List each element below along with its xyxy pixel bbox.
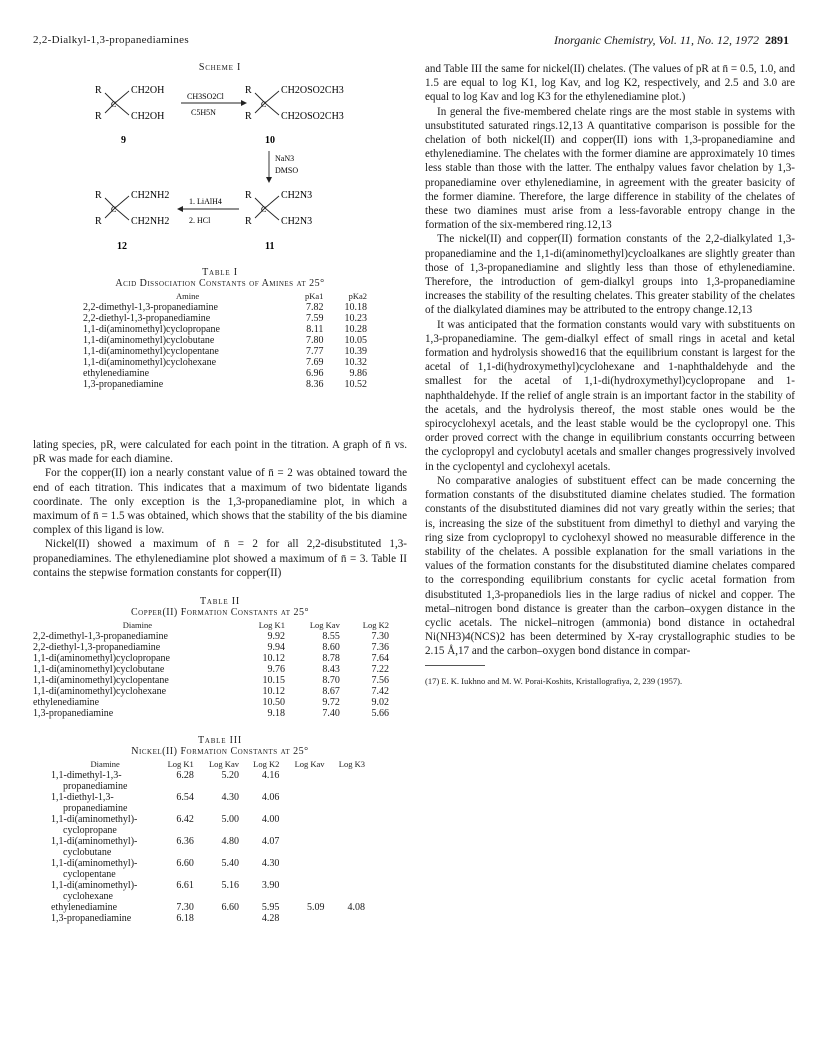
- table-cell-value: [285, 781, 330, 792]
- table-cell-value: 4.28: [261, 913, 280, 925]
- paragraph: The nickel(II) and copper(II) formation constants of the 2,2-dialkylated 1,3-propanediamine and the 1,1-di(aminomethyl)cycloalkanes are slightly greater than those of 1,3-propanediamine and slightly less than those of ethylenediamine. Therefore, the introduction of gem-dialkyl groups into 1,3-propanediamine increases the stability of the resulting chelates. This greater stability of the chelates of the dialkylated diamines may be attributed to the entropy change.12,13: [425, 233, 795, 317]
- scheme-10-bot: CH2OSO2CH3: [281, 111, 344, 122]
- table-cell-value: [159, 825, 199, 836]
- table-cell-value: [159, 847, 199, 858]
- table-cell-name: cyclohexane: [63, 891, 113, 903]
- table-cell-name: 1,1-di(aminomethyl)cyclopropane: [33, 653, 170, 665]
- table-cell-value: 6.18: [176, 913, 194, 925]
- paragraph: Nickel(II) showed a maximum of n̄ = 2 for all 2,2-disubstituted 1,3-propanediamines. The ethylenediamine plot showed a maximum of n̄ = 3. Table II contains the stepwise formation constants for copper(II): [33, 538, 407, 579]
- table-cell-value: 5.09: [307, 902, 325, 914]
- table-cell-name: ethylenediamine: [33, 697, 100, 709]
- table-cell-name: 1,1-dimethyl-1,3-: [51, 770, 122, 782]
- table-cell-value: 7.42: [371, 686, 389, 698]
- table-row: [51, 836, 371, 847]
- table2-subtitle: Copper(II) Formation Constants at 25°: [130, 607, 309, 619]
- journal-name: Inorganic Chemistry, Vol. 11, No. 12, 1972: [554, 33, 759, 47]
- table-cell-value: [285, 825, 330, 836]
- table-cell-value: 8.67: [322, 686, 340, 698]
- scheme-12-top: CH2NH2: [131, 190, 170, 201]
- table-cell-value: 9.02: [371, 697, 389, 709]
- table-cell-value: 4.16: [261, 770, 280, 782]
- table-row: [33, 686, 395, 697]
- table-cell-value: [200, 891, 245, 902]
- table-row: [83, 302, 373, 313]
- paragraph: and Table III the same for nickel(II) chelates. (The values of pR at n̄ = 0.5, 1.0, and 1.5 are equal to log K1, log Kav, and log K2, respectively, and 2.5 and 3.0 are equal to log Kav and log K3 for the ethylenediamine plot.): [425, 63, 795, 104]
- table-cell-value: 4.08: [347, 902, 365, 914]
- table-cell-value: 7.64: [371, 653, 389, 665]
- table-cell-value: [331, 781, 371, 792]
- reagent-2b: DMSO: [275, 166, 299, 175]
- table2-header: Diamine: [122, 620, 153, 631]
- table-row: [33, 653, 395, 664]
- table-cell-value: [285, 803, 330, 814]
- table-cell-value: 8.78: [322, 653, 340, 665]
- table-cell-value: [331, 858, 371, 869]
- table-cell-value: 6.28: [176, 770, 194, 782]
- table-row: [51, 781, 371, 792]
- paragraph: For the copper(II) ion a nearly constant value of n̄ = 2 was obtained toward the end of each titration. This indicates that a maximum of two bidentate ligands coordinate. The only exception is the 1,3-propanediamine plot, in which a maximum of n̄ = 1.5 was obtained, which shows that the stability of the bis diamine complex of this ligand is low.: [33, 467, 407, 537]
- table-row: [51, 858, 371, 869]
- paragraph: In general the five-membered chelate rings are the most stable in systems with unsubstituted saturated rings.12,13 A quantitative comparison is possible for the chelation of both nickel(II) and copper(II) ions with 1,3-propanediamine and ethylenediamine. The chelates with the former diamine are approximately 10 times less stable than those with the latter. The enthalpy values favor chelation by 1,3-propanediamine over ethylenediamine, in agreement with the greater basicity of the former diamine. Therefore, the large difference in stability of the chelates of these two diamines must arise from a less-favorable entropy change in the formation of the six-membered ring.12,13: [425, 105, 795, 232]
- table-cell-value: 6.42: [176, 814, 194, 826]
- svg-text:C: C: [261, 205, 267, 214]
- running-head: 2,2-Dialkyl-1,3-propanediamines: [33, 34, 189, 46]
- reagent-3a: 1. LiAlH4: [189, 197, 222, 206]
- table-cell-value: [245, 847, 285, 858]
- table-cell-value: 7.69: [305, 357, 324, 368]
- table-cell-value: 7.59: [305, 313, 324, 324]
- table-cell-name: 1,1-di(aminomethyl)-: [51, 858, 138, 870]
- table-cell-value: 5.16: [221, 880, 239, 892]
- reagent-3b: 2. HCl: [189, 216, 211, 225]
- table-row: [51, 902, 371, 913]
- table1-subtitle: Acid Dissociation Constants of Amines at 25°: [115, 278, 325, 289]
- scheme-9-bot: CH2OH: [131, 111, 165, 122]
- table1-header: pKa1: [305, 291, 324, 301]
- scheme-r-9b: R: [95, 111, 102, 122]
- table-cell-name: 1,1-di(aminomethyl)-: [51, 836, 138, 848]
- table-row: [83, 335, 373, 346]
- table-cell-value: 8.36: [305, 379, 324, 390]
- table-cell-value: 7.80: [305, 335, 324, 346]
- table-row: [51, 792, 371, 803]
- table-cell-value: 6.36: [176, 836, 194, 848]
- table-cell-value: 8.43: [322, 664, 340, 676]
- table-row: [51, 913, 371, 924]
- table-cell-name: 1,1-diethyl-1,3-: [51, 792, 114, 804]
- table-cell-value: [159, 869, 199, 880]
- table-cell-value: 10.32: [344, 357, 367, 368]
- table-cell-value: [285, 913, 330, 924]
- scheme-9-top: CH2OH: [131, 85, 165, 96]
- scheme-r-10a: R: [245, 85, 252, 96]
- table-cell-value: [285, 847, 330, 858]
- table-cell-name: 1,1-di(aminomethyl)cyclohexane: [83, 357, 217, 368]
- table-cell-value: [285, 891, 330, 902]
- table-row: [51, 847, 371, 858]
- table1: [83, 291, 373, 390]
- table-row: [51, 869, 371, 880]
- table-cell-name: 2,2-dimethyl-1,3-propanediamine: [83, 302, 218, 313]
- reaction-scheme: [33, 73, 407, 253]
- table-cell-value: 10.12: [262, 653, 285, 665]
- table-cell-value: [285, 836, 330, 847]
- table3-header: Log Kav: [208, 759, 239, 770]
- table-cell-value: [159, 781, 199, 792]
- table-cell-value: 10.39: [344, 346, 367, 357]
- table-row: [83, 313, 373, 324]
- table3-header: Log K3: [338, 759, 365, 770]
- paragraph: lating species, pR, were calculated for each point in the titration. A graph of n̄ vs. pR was made for each diamine.: [33, 439, 407, 466]
- table-row: [83, 357, 373, 368]
- table-cell-value: 9.92: [267, 631, 285, 643]
- table-cell-name: 1,1-di(aminomethyl)cyclopentane: [83, 346, 219, 357]
- table-cell-value: 5.40: [221, 858, 239, 870]
- table-cell-name: 1,1-di(aminomethyl)-: [51, 880, 138, 892]
- table-cell-value: 10.15: [262, 675, 285, 687]
- table1-title: Table I: [202, 267, 238, 278]
- table-cell-value: 5.00: [221, 814, 239, 826]
- table-cell-value: 6.61: [176, 880, 194, 892]
- left-column: [33, 62, 407, 924]
- page-number: 2891: [765, 33, 789, 47]
- table-cell-value: [285, 792, 330, 803]
- table-cell-value: [331, 814, 371, 825]
- table-cell-value: [200, 803, 245, 814]
- table3-header: Diamine: [90, 759, 120, 770]
- table3-header: Log Kav: [294, 759, 325, 770]
- table-row: [33, 708, 395, 719]
- table-cell-name: 2,2-dimethyl-1,3-propanediamine: [33, 631, 168, 643]
- compound-label-9: 9: [121, 135, 126, 146]
- table-cell-value: 10.18: [344, 302, 367, 313]
- compound-label-10: 10: [265, 135, 275, 146]
- table3: [51, 759, 371, 924]
- table-row: [33, 631, 395, 642]
- scheme-r-9a: R: [95, 85, 102, 96]
- reagent-1a: CH3SO2Cl: [187, 92, 224, 101]
- table-cell-value: 7.30: [371, 631, 389, 643]
- compound-label-11: 11: [265, 241, 275, 252]
- table-cell-value: [331, 803, 371, 814]
- table-cell-value: 7.56: [371, 675, 389, 687]
- scheme-r-11a: R: [245, 190, 252, 201]
- table-cell-value: 4.30: [261, 858, 280, 870]
- table-cell-value: 10.52: [344, 379, 367, 390]
- table-cell-value: [200, 781, 245, 792]
- scheme-11-bot: CH2N3: [281, 216, 313, 227]
- table-cell-name: cyclopropane: [63, 825, 117, 837]
- table-row: [83, 324, 373, 335]
- table-cell-value: [245, 781, 285, 792]
- table-cell-value: 7.40: [322, 708, 340, 720]
- scheme-title: Scheme I: [198, 62, 242, 73]
- compound-label-12: 12: [117, 241, 127, 252]
- table-row: [51, 803, 371, 814]
- table-cell-value: 4.06: [261, 792, 280, 804]
- footnote: (17) E. K. Iukhno and M. W. Porai-Koshits, Kristallografiya, 2, 239 (1957).: [425, 675, 683, 686]
- table-cell-value: 9.94: [267, 642, 285, 654]
- table-cell-name: 1,1-di(aminomethyl)cyclopropane: [83, 324, 220, 335]
- table-row: [33, 664, 395, 675]
- table-cell-value: 4.00: [261, 814, 280, 826]
- table-cell-value: [159, 803, 199, 814]
- table-cell-name: 1,1-di(aminomethyl)cyclobutane: [83, 335, 215, 346]
- table-cell-name: 2,2-diethyl-1,3-propanediamine: [33, 642, 161, 654]
- table3-subtitle: Nickel(II) Formation Constants at 25°: [131, 746, 309, 758]
- table-cell-value: [331, 913, 371, 924]
- table2-header: Log K1: [258, 620, 285, 631]
- table-cell-name: 1,1-di(aminomethyl)cyclobutane: [33, 664, 165, 676]
- table-cell-value: 7.36: [371, 642, 389, 654]
- table3-header: Log K2: [253, 759, 280, 770]
- reagent-2a: NaN3: [275, 154, 295, 163]
- table-cell-value: 8.55: [322, 631, 340, 643]
- table-cell-name: 2,2-diethyl-1,3-propanediamine: [83, 313, 211, 324]
- table-cell-value: [200, 913, 245, 924]
- table-row: [33, 675, 395, 686]
- table-cell-value: 4.07: [261, 836, 280, 848]
- table-cell-name: 1,1-di(aminomethyl)-: [51, 814, 138, 826]
- table2-header: Log K2: [362, 620, 389, 631]
- table-cell-value: 5.95: [261, 902, 280, 914]
- reagent-1b: C5H5N: [191, 108, 216, 117]
- table-cell-value: [331, 825, 371, 836]
- table-row: [51, 770, 371, 781]
- table-cell-value: [200, 869, 245, 880]
- table-cell-value: 8.60: [322, 642, 340, 654]
- paragraph: It was anticipated that the formation constants would vary with substituents on 1,3-propanediamine. The gem-dialkyl effect of small rings in acetal and ketal formation and hydrolysis showed16 that the equilibrium constant is largest for the acetal of 1,1-di(hydroxymethyl)cyclohexane and 1-naphthaldehyde and the smallest for the acetal of 1,1-di(hydroxymethyl)cyclopropane and 1-naphthaldehyde. If the relief of angle strain is an important factor in the stability of the acetals, and the hydrolysis thereof, the most stable ones would be the spirocyclohexyl acetals, and the least stable would be the cyclopropyl one. This order proved correct with the change in equilibrium constants occurring between the cyclopropyl and cyclobutyl acetals and smaller changes progressively involved in the cyclopentyl and cyclohexyl acetals.: [425, 318, 795, 473]
- scheme-r-11b: R: [245, 216, 252, 227]
- footnote-rule: [425, 665, 485, 666]
- table-cell-value: [285, 814, 330, 825]
- scheme-r-12a: R: [95, 190, 102, 201]
- table1-body: [83, 302, 373, 390]
- table-cell-value: [200, 825, 245, 836]
- table-cell-value: 8.70: [322, 675, 340, 687]
- scheme-12-bot: CH2NH2: [131, 216, 170, 227]
- table-cell-value: 5.20: [221, 770, 239, 782]
- table-cell-value: 9.86: [349, 368, 367, 379]
- journal-citation: [554, 33, 789, 48]
- table1-header: pKa2: [348, 291, 367, 301]
- table-cell-value: [245, 869, 285, 880]
- table-row: [51, 814, 371, 825]
- table-row: [83, 346, 373, 357]
- table-cell-value: [331, 770, 371, 781]
- table2-body: [33, 631, 395, 719]
- table-cell-value: [285, 858, 330, 869]
- table-row: [51, 891, 371, 902]
- table-cell-value: 7.82: [305, 302, 324, 313]
- table-cell-value: [245, 825, 285, 836]
- left-body-text: [33, 438, 407, 580]
- scheme-11-top: CH2N3: [281, 190, 313, 201]
- table2-title: Table II: [200, 596, 240, 608]
- table-cell-value: [285, 770, 330, 781]
- table-cell-value: 7.30: [176, 902, 194, 914]
- table-cell-value: 9.76: [267, 664, 285, 676]
- table-cell-value: 10.23: [344, 313, 367, 324]
- table1-header: Amine: [176, 291, 200, 301]
- table-cell-value: 7.22: [371, 664, 389, 676]
- table3-title: Table III: [197, 735, 243, 747]
- table-cell-value: 10.12: [262, 686, 285, 698]
- table-cell-value: [285, 869, 330, 880]
- table-row: [83, 368, 373, 379]
- table-cell-value: 6.96: [305, 368, 324, 379]
- table-cell-value: [331, 891, 371, 902]
- svg-text:C: C: [261, 100, 267, 109]
- table-cell-name: 1,1-di(aminomethyl)cyclopentane: [33, 675, 169, 687]
- table-cell-value: 4.80: [221, 836, 239, 848]
- svg-text:C: C: [111, 100, 117, 109]
- table-cell-name: 1,3-propanediamine: [33, 708, 114, 720]
- table-cell-value: 10.28: [344, 324, 367, 335]
- table-cell-value: 9.72: [322, 697, 340, 709]
- table-row: [83, 379, 373, 390]
- table-cell-value: 4.30: [221, 792, 239, 804]
- table3-header: Log K1: [167, 759, 194, 770]
- svg-text:C: C: [111, 205, 117, 214]
- table-cell-name: ethylenediamine: [83, 368, 150, 379]
- table-cell-value: [159, 891, 199, 902]
- table-cell-value: [331, 880, 371, 891]
- table-cell-name: cyclopentane: [63, 869, 116, 881]
- table-row: [51, 825, 371, 836]
- scheme-r-12b: R: [95, 216, 102, 227]
- table-cell-name: 1,3-propanediamine: [51, 913, 132, 925]
- table-cell-value: 5.66: [371, 708, 389, 720]
- paragraph: No comparative analogies of substituent effect can be made concerning the formation constants of the disubstituted diamine chelates studied. The formation constants of the disubstituted diamines did not vary greatly within the series; that is, increasing the size of the substituent from dimethyl to diethyl and varying the ring size from cyclopropyl to cyclohexyl showed no measurable difference in the stability of the chelates. A possible explanation for the small variations in the values of the formation constants for the disubstituted diamine chelates compared to the corresponding equilibrium constants for cyclic acetal formation from disubstituted 1,3-propanediols lies in the large radius of nickel and copper. The metal–nitrogen bond distance is greater than the carbon–oxygen distance in the cyclic acetals. The nickel–nitrogen (ammonia) bond distance in octahedral Ni(NH3)4(NCS)2 has been determined by X-ray crystallographic studies to be 2.15 Å,17 and the carbon–oxygen bond distance in compar-: [425, 474, 795, 658]
- table-cell-value: 6.54: [176, 792, 194, 804]
- table-cell-value: [245, 803, 285, 814]
- scheme-r-10b: R: [245, 111, 252, 122]
- table2: [33, 620, 395, 719]
- table-cell-name: cyclobutane: [63, 847, 112, 859]
- table-cell-value: 7.77: [305, 346, 324, 357]
- table-row: [33, 697, 395, 708]
- table2-header: Log Kav: [309, 620, 340, 631]
- table-cell-value: 10.05: [344, 335, 367, 346]
- table-cell-value: [331, 847, 371, 858]
- table-cell-value: [331, 792, 371, 803]
- table-cell-value: 9.18: [267, 708, 285, 720]
- table3-body: [51, 770, 371, 924]
- table-cell-value: 3.90: [261, 880, 280, 892]
- table-cell-value: [331, 869, 371, 880]
- table-cell-name: 1,1-di(aminomethyl)cyclohexane: [33, 686, 167, 698]
- table-cell-value: 6.60: [221, 902, 239, 914]
- table-cell-value: 8.11: [306, 324, 324, 335]
- table-row: [33, 642, 395, 653]
- table-cell-value: [285, 880, 330, 891]
- table-cell-name: 1,3-propanediamine: [83, 379, 164, 390]
- table-cell-name: ethylenediamine: [51, 902, 118, 914]
- table-cell-value: [331, 836, 371, 847]
- table-cell-name: propanediamine: [63, 803, 128, 815]
- table-row: [51, 880, 371, 891]
- scheme-10-top: CH2OSO2CH3: [281, 85, 344, 96]
- table-cell-value: 6.60: [176, 858, 194, 870]
- table-cell-value: [245, 891, 285, 902]
- right-column: [425, 62, 795, 687]
- table-cell-value: [200, 847, 245, 858]
- table-cell-name: propanediamine: [63, 781, 128, 793]
- table-cell-value: 10.50: [262, 697, 285, 709]
